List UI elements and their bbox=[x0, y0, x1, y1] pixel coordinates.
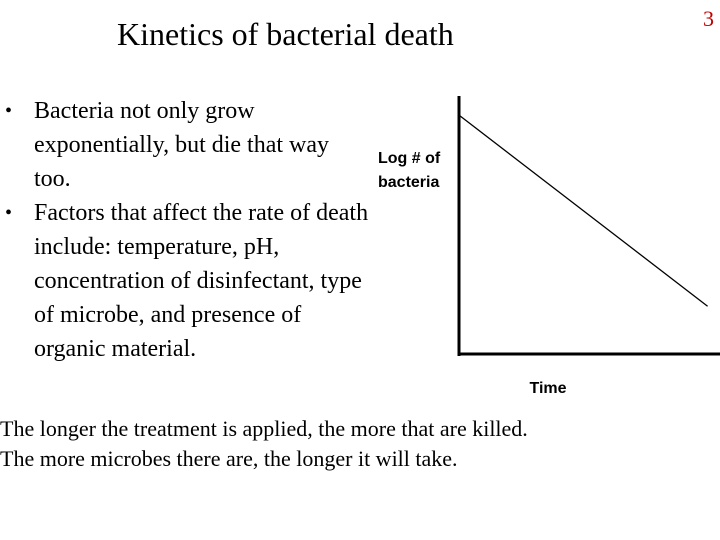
bullet-dot-icon: • bbox=[5, 202, 13, 224]
footer-line: The more microbes there are, the longer it will take. bbox=[0, 446, 458, 471]
bullet-list bbox=[0, 94, 370, 366]
footer-text bbox=[0, 414, 528, 474]
bullet-text: Factors that affect the rate of death include: temperature, pH, concentration of disinfectant, type of microbe, and presence of organic material. bbox=[34, 200, 369, 362]
slide-title: Kinetics of bacterial death bbox=[117, 16, 454, 52]
x-axis-label: Time bbox=[529, 380, 567, 397]
series-layer bbox=[459, 115, 708, 306]
bacterial-death-chart bbox=[370, 90, 720, 410]
y-axis-label-line-2: bacteria bbox=[378, 174, 440, 191]
bullet-text: Bacteria not only grow exponentially, but die that way too. bbox=[34, 98, 330, 192]
bullet-item bbox=[0, 94, 370, 196]
bullet-dot-icon: • bbox=[5, 100, 13, 122]
footer-line: The longer the treatment is applied, the more that are killed. bbox=[0, 416, 528, 441]
y-axis-label-line-1: Log # of bbox=[378, 150, 441, 167]
series-line bbox=[459, 115, 708, 306]
page-number: 3 bbox=[703, 6, 714, 31]
bullet-item bbox=[0, 196, 370, 366]
